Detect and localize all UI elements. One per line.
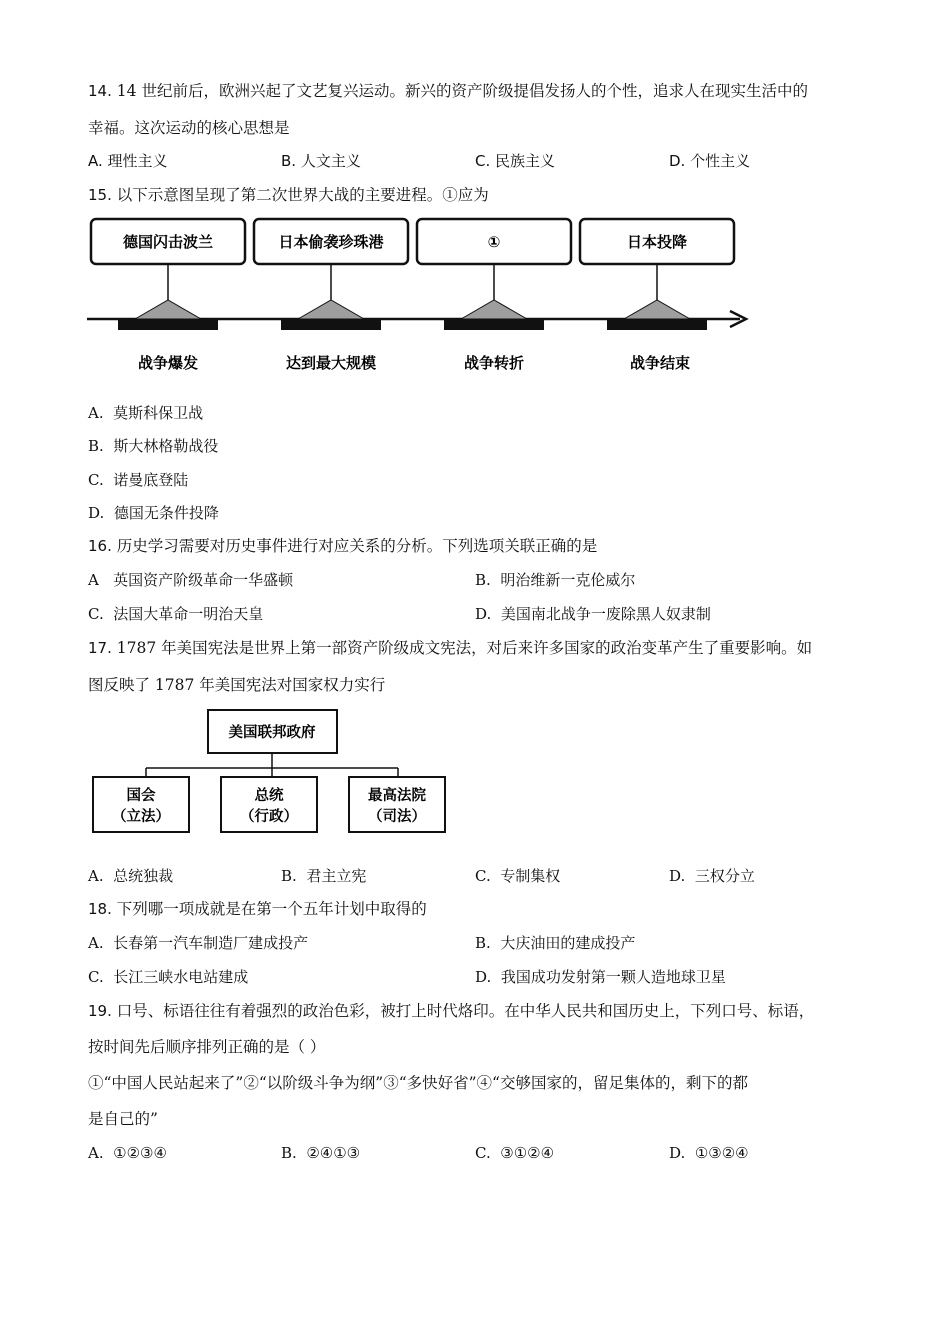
q19-stem-2: 按时间先后顺序排列正确的是（ ） [88,1038,326,1056]
q16-number: 16. [88,537,112,555]
q19-option-a[interactable]: A. ①②③④ [88,1144,167,1162]
svg-text:美国联邦政府: 美国联邦政府 [228,725,316,741]
q14-option-d[interactable]: D. 个性主义 [669,152,751,170]
timeline-stage-3: 战争转折 [463,354,525,372]
q15-option-b[interactable]: B. 斯大林格勒战役 [88,437,219,455]
timeline-stage-4: 战争结束 [629,354,691,372]
q18-option-d[interactable]: D. 我国成功发射第一颗人造地球卫星 [475,968,726,986]
q17-stem-2: 图反映了 1787 年美国宪法对国家权力实行 [88,676,386,694]
q15-option-d[interactable]: D. 德国无条件投降 [88,504,219,522]
president-box [221,777,317,832]
q19-stem-4: 是自己的” [88,1110,158,1128]
svg-text:国会: 国会 [126,788,156,804]
q17-stem-1: 1787 年美国宪法是世界上第一部资产阶级成文宪法，对后来许多国家的政治变革产生了重要影响。如 [116,639,813,657]
q18-number: 18. [88,900,112,918]
q15-option-a[interactable]: A. 莫斯科保卫战 [88,404,204,422]
federal-government-box [208,710,337,753]
q15-number: 15. [88,186,112,204]
timeline-stage-1: 战争爆发 [137,354,199,372]
q14-stem-1: 14 世纪前后，欧洲兴起了文艺复兴运动。新兴的资产阶级提倡发扬人的个性，追求人在现实生活中的 [116,82,808,100]
q14-option-a[interactable]: A. 理性主义 [88,152,168,170]
svg-text:日本投降: 日本投降 [626,233,688,251]
q16-stem: 历史学习需要对历史事件进行对应关系的分析。下列选项关联正确的是 [116,537,598,555]
svg-text:①: ① [487,233,501,251]
q15-stem: 以下示意图呈现了第二次世界大战的主要进程。①应为 [116,186,489,204]
q16-option-a[interactable]: A 英国资产阶级革命一华盛顿 [88,571,294,589]
q18-line [88,898,427,920]
congress-box [93,777,189,832]
svg-text:总统: 总统 [254,788,284,804]
q17-option-b[interactable]: B. 君主立宪 [281,867,367,885]
q16-option-b[interactable]: B. 明治维新一克伦威尔 [475,571,636,589]
supreme-court-box [349,777,445,832]
q19-line1 [88,1000,814,1022]
svg-text:最高法院: 最高法院 [368,788,426,804]
q14-number: 14. [88,82,112,100]
q17-option-d[interactable]: D. 三权分立 [669,867,755,885]
q18-stem: 下列哪一项成就是在第一个五年计划中取得的 [116,900,427,918]
q19-stem-1: 口号、标语往往有着强烈的政治色彩，被打上时代烙印。在中华人民共和国历史上，下列口号、标语， [116,1002,815,1020]
q19-stem-3: ①“中国人民站起来了”②“以阶级斗争为纲”③“多快好省”④“交够国家的，留足集体的，剩下的都 [88,1074,748,1092]
q18-option-b[interactable]: B. 大庆油田的建成投产 [475,934,636,952]
q17-option-a[interactable]: A. 总统独裁 [88,867,174,885]
q15-option-c[interactable]: C. 诺曼底登陆 [88,471,189,489]
svg-text:（司法）: （司法） [368,809,426,825]
q18-option-c[interactable]: C. 长江三峡水电站建成 [88,968,249,986]
q19-option-b[interactable]: B. ②④①③ [281,1144,361,1162]
q14-option-b[interactable]: B. 人文主义 [281,152,361,170]
q19-option-d[interactable]: D. ①③②④ [669,1144,749,1162]
q19-option-c[interactable]: C. ③①②④ [475,1144,555,1162]
svg-text:（立法）: （立法） [112,809,170,825]
svg-text:（行政）: （行政） [240,809,298,825]
q16-option-c[interactable]: C. 法国大革命一明治天皇 [88,605,264,623]
q14-option-c[interactable]: C. 民族主义 [475,152,556,170]
q17-number: 17. [88,639,112,657]
q16-option-d[interactable]: D. 美国南北战争一废除黑人奴隶制 [475,605,711,623]
q17-option-c[interactable]: C. 专制集权 [475,867,561,885]
timeline-stage-2: 达到最大规模 [285,354,377,372]
svg-text:日本偷袭珍珠港: 日本偷袭珍珠港 [278,233,384,251]
q18-option-a[interactable]: A. 长春第一汽车制造厂建成投产 [88,934,309,952]
q14-stem-2: 幸福。这次运动的核心思想是 [88,119,290,137]
svg-text:德国闪击波兰: 德国闪击波兰 [122,233,214,251]
q19-number: 19. [88,1002,112,1020]
